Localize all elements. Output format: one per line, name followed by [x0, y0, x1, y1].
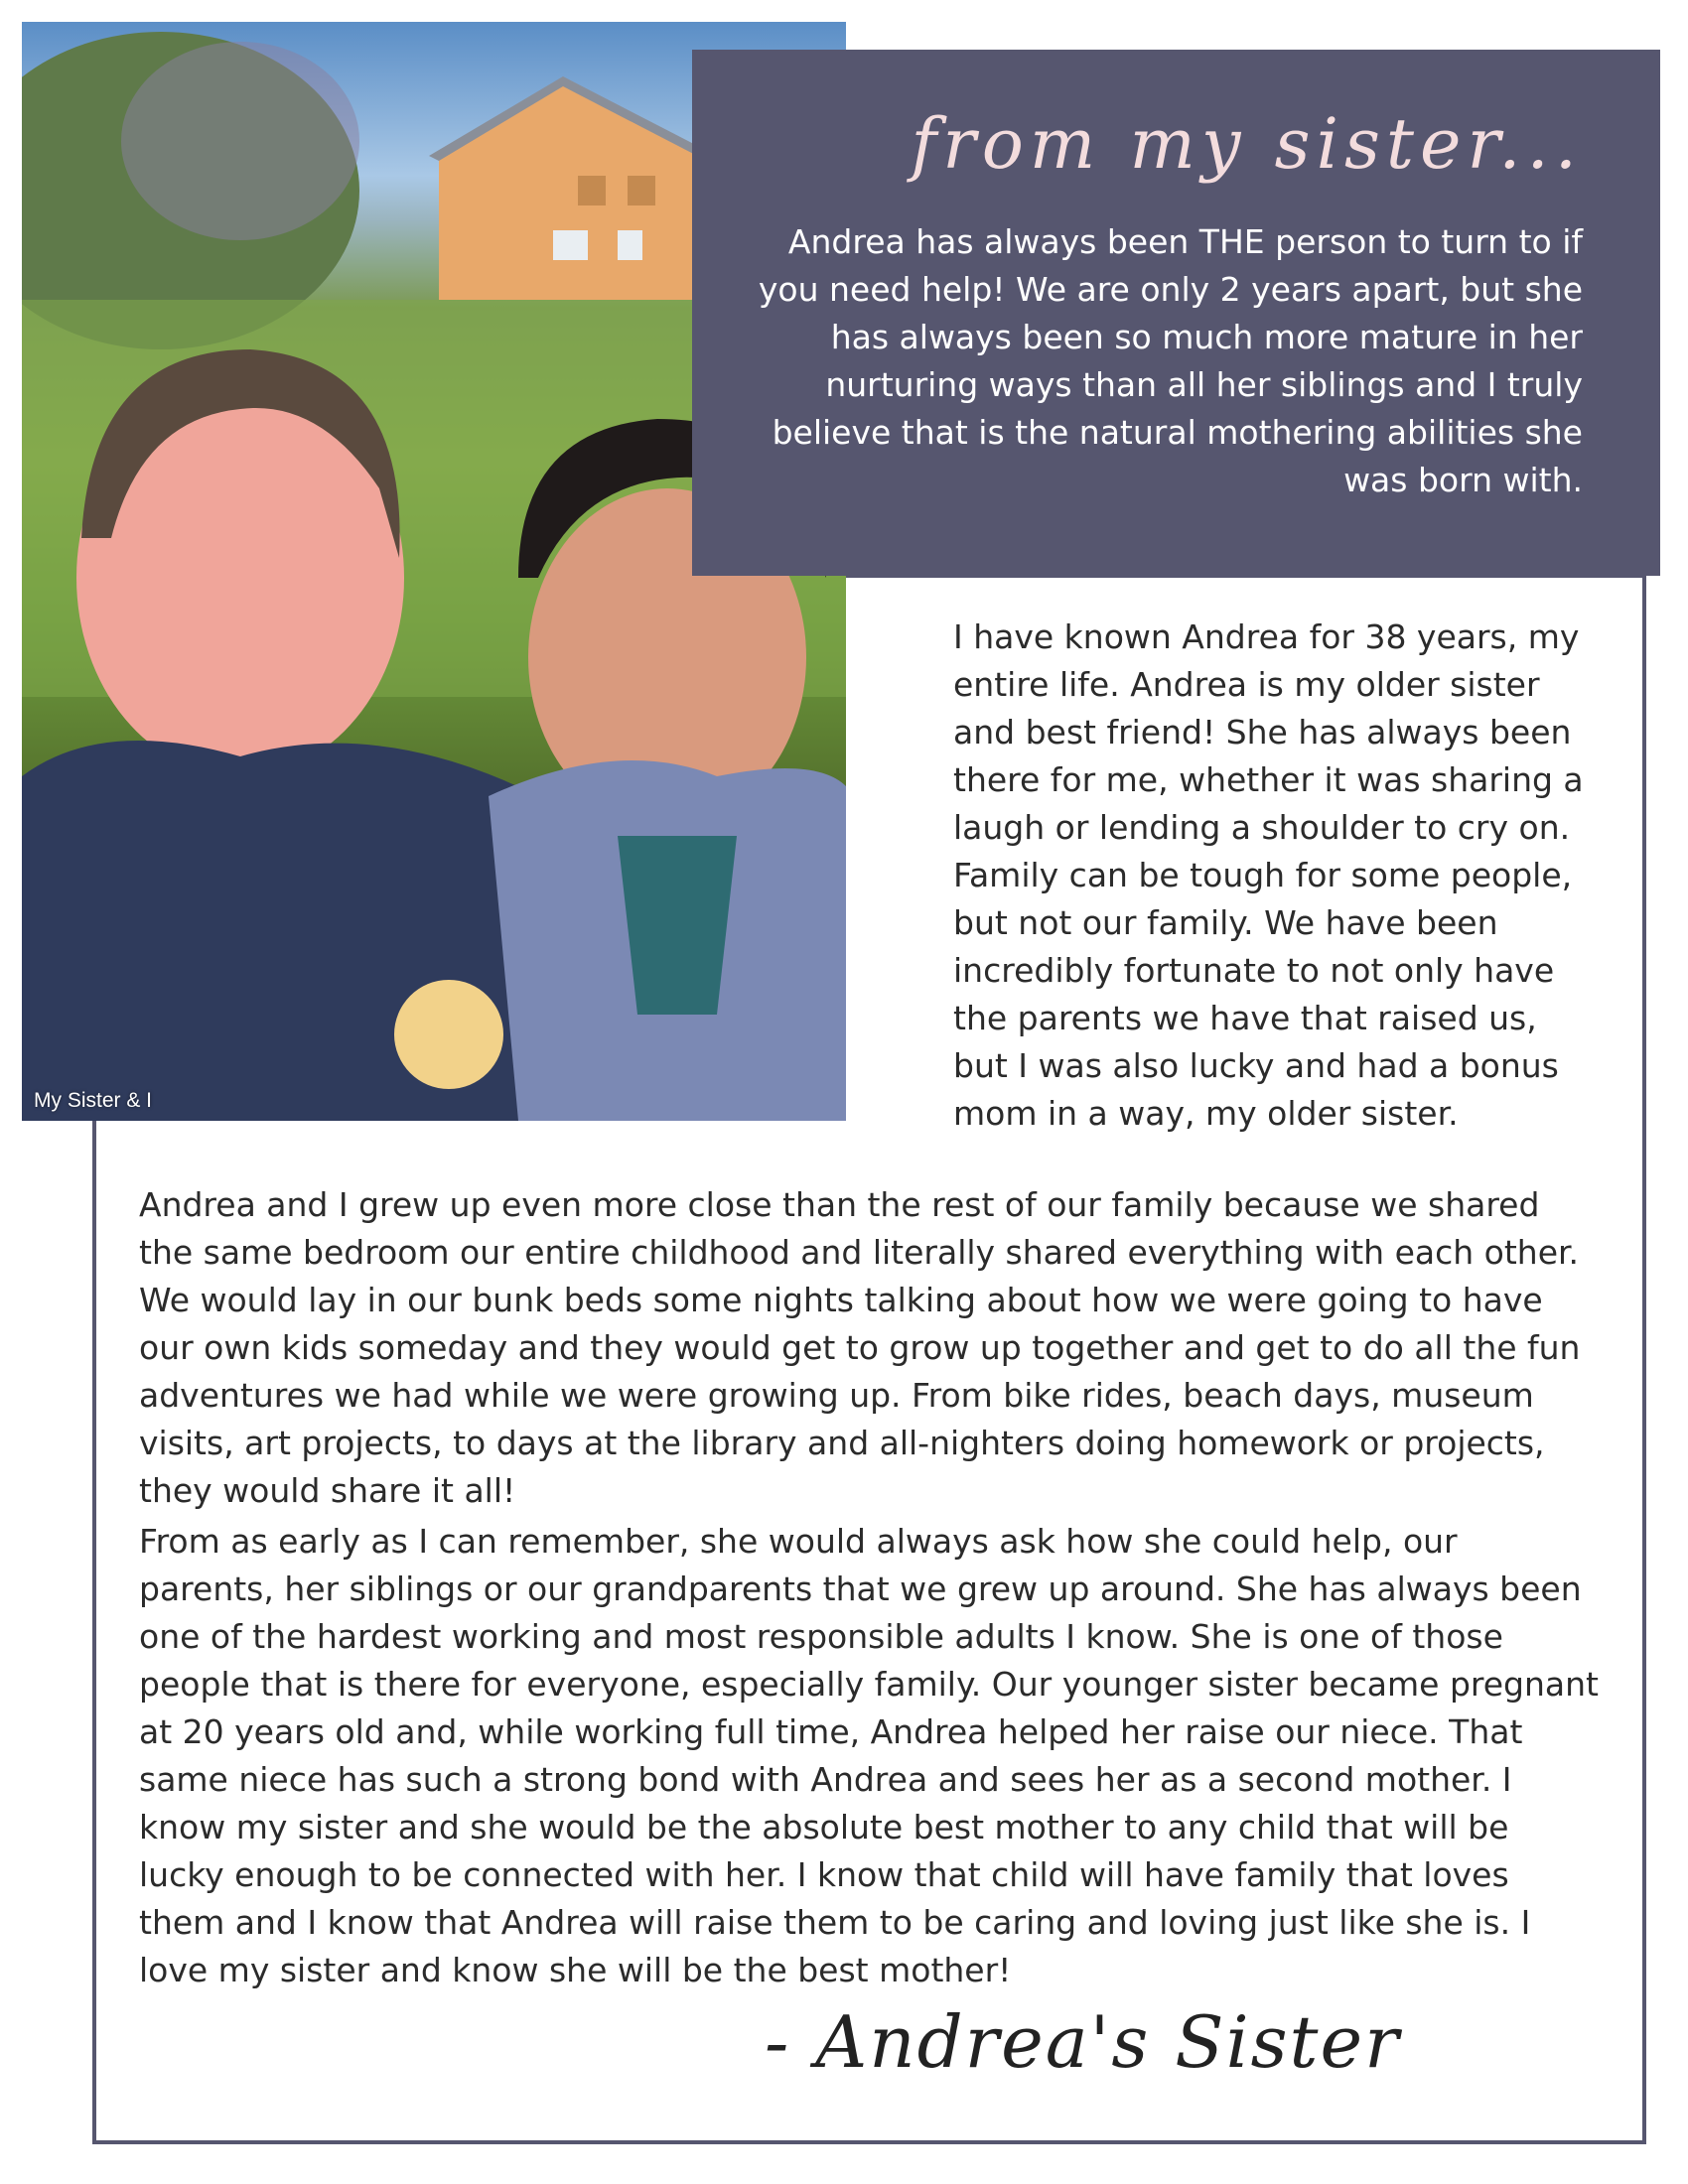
page-title: from my sister...	[911, 103, 1583, 185]
body-paragraph-1: Andrea and I grew up even more close than the rest of our family because we shared the same bedroom our entire childhood and literally shared everything with each other. We would lay in our bunk beds some nights talking about how we were going to have our own kids someday and they would get to grow up together and get to do all the fun adventures we had while we were growing up. From bike rides, beach days, museum visits, art projects, to days at the library and all-nighters doing homework or projects, they would share it all!	[139, 1185, 1581, 1510]
header-box	[692, 50, 1660, 576]
side-paragraph: I have known Andrea for 38 years, my entire life. Andrea is my older sister and best friend! She has always been there for me, whether it was sharing a laugh or lending a shoulder to cry on. Family can be tough for some people, but not our family. We have been incredibly fortunate to not only have the parents we have that raised us, but I was also lucky and had a bonus mom in a way, my older sister.	[953, 617, 1584, 1133]
body-paragraph-2: From as early as I can remember, she would always ask how she could help, our parents, her siblings or our grandparents that we grew up around. She has always been one of the hardest working and most responsible adults I know. She is one of those people that is there for everyone, especially family. Our younger sister became pregnant at 20 years old and, while working full time, Andrea helped her raise our niece. That same niece has such a strong bond with Andrea and sees her as a second mother. I know my sister and she would be the absolute best mother to any child that will be lucky enough to be connected with her. I know that child will have family that loves them and I know that Andrea will raise them to be caring and loving just like she is. I love my sister and know she will be the best mother!	[139, 1522, 1599, 1989]
photo-caption: My Sister & I	[34, 1089, 153, 1112]
intro-text: Andrea has always been THE person to turn to if you need help! We are only 2 years apart, but she has always been so much more mature in her nurturing ways than all her siblings and I truly believe that is the natural mothering abilities she was born with.	[758, 222, 1583, 499]
signature: - Andrea's Sister	[765, 2000, 1401, 2084]
